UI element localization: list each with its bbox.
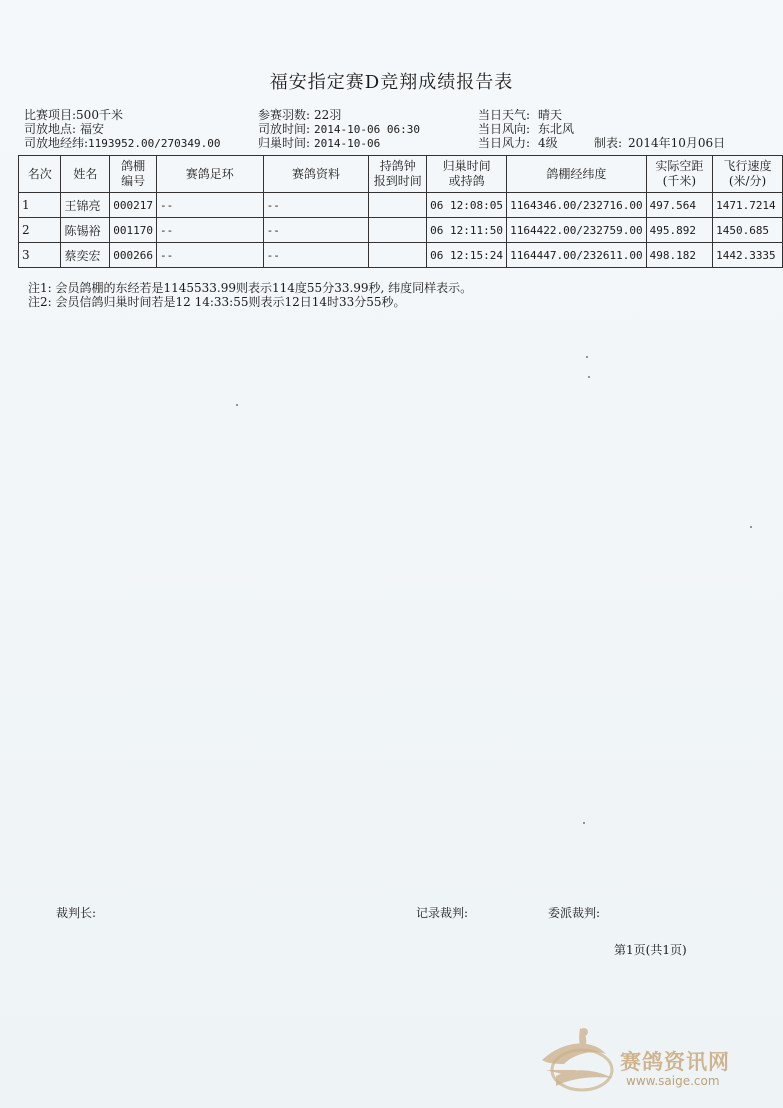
wind-direction (478, 122, 574, 136)
release-time (258, 122, 420, 137)
scan-speck (750, 526, 752, 528)
weather (478, 108, 562, 122)
entries (258, 108, 341, 122)
cell-loft-no: 000217 (110, 193, 157, 218)
header-ring: 赛鸽足环 (156, 156, 263, 193)
cell-rank: 2 (19, 218, 61, 243)
header-arrival: 归巢时间 或持鸽 (427, 156, 507, 193)
cell-coords: 1164422.00/232759.00 (507, 218, 646, 243)
race-item (24, 108, 123, 122)
header-rank: 名次 (19, 156, 61, 193)
cell-clock (369, 193, 427, 218)
scan-speck (583, 822, 585, 824)
header-name: 姓名 (61, 156, 110, 193)
cell-distance: 497.564 (646, 193, 712, 218)
cell-name: 王锦亮 (61, 193, 110, 218)
cell-coords: 1164346.00/232716.00 (507, 193, 646, 218)
made-date-value: 2014年10月06日 (628, 136, 726, 150)
wind-force (478, 136, 558, 150)
cell-arrival: 06 12:08:05 (427, 193, 507, 218)
cell-speed: 1471.7214 (713, 193, 783, 218)
cell-speed: 1442.3335 (713, 243, 783, 268)
table-row (19, 218, 783, 243)
header-speed: 飞行速度 (米/分) (713, 156, 783, 193)
cell-speed: 1450.685 (713, 218, 783, 243)
scan-speck (588, 376, 590, 378)
made-date-label: 制表: (594, 136, 623, 150)
results-table (18, 155, 783, 268)
wind-force-value: 4级 (538, 136, 558, 150)
cell-rank: 3 (19, 243, 61, 268)
scan-speck (586, 356, 588, 358)
scan-speck (236, 404, 238, 406)
release-coords-value: 1193952.00/270349.00 (88, 137, 221, 150)
return-time (258, 136, 380, 151)
entries-label: 参赛羽数: (258, 108, 311, 122)
wind-direction-value: 东北风 (538, 122, 575, 136)
cell-distance: 495.892 (646, 218, 712, 243)
cell-ring: -- (156, 218, 263, 243)
cell-arrival: 06 12:11:50 (427, 218, 507, 243)
weather-value: 晴天 (538, 108, 563, 122)
header-clock: 持鸽钟 报到时间 (369, 156, 427, 193)
chief-judge-label: 裁判长: (56, 906, 97, 920)
release-place-value: 福安 (80, 122, 105, 136)
table-row (19, 243, 783, 268)
release-coords-label: 司放地经纬: (24, 136, 89, 150)
release-time-value: 2014-10-06 06:30 (314, 123, 421, 136)
table-row (19, 193, 783, 218)
note-2: 注2: 会员信鸽归巢时间若是12 14:33:55则表示12日14时33分55秒。 (28, 295, 406, 309)
cell-coords: 1164447.00/232611.00 (507, 243, 646, 268)
weather-label: 当日天气: (478, 108, 531, 122)
release-time-label: 司放时间: (258, 122, 311, 136)
cell-ring: -- (156, 193, 263, 218)
page-number: 第1页(共1页) (614, 943, 687, 957)
cell-distance: 498.182 (646, 243, 712, 268)
release-coords (24, 136, 221, 151)
cell-loft-no: 000266 (110, 243, 157, 268)
watermark-text: 赛鸽资讯网 (620, 1050, 730, 1074)
header-coords: 鸽棚经纬度 (507, 156, 646, 193)
return-time-label: 归巢时间: (258, 136, 311, 150)
cell-pigeon-info: -- (263, 243, 369, 268)
cell-arrival: 06 12:15:24 (427, 243, 507, 268)
header-pigeon-info: 赛鸽资料 (263, 156, 369, 193)
appointed-judge-label: 委派裁判: (548, 906, 601, 920)
cell-clock (369, 243, 427, 268)
cell-ring: -- (156, 243, 263, 268)
cell-rank: 1 (19, 193, 61, 218)
return-time-value: 2014-10-06 (314, 137, 381, 150)
cell-name: 陈锡裕 (61, 218, 110, 243)
notes (28, 281, 472, 309)
release-place (24, 122, 104, 136)
watermark-url: www.saige.com (626, 1074, 720, 1088)
race-item-value: 500千米 (76, 108, 123, 122)
release-place-label: 司放地点: (24, 122, 77, 136)
wind-force-label: 当日风力: (478, 136, 531, 150)
wind-direction-label: 当日风向: (478, 122, 531, 136)
table-header-row (19, 156, 783, 193)
cell-pigeon-info: -- (263, 218, 369, 243)
race-item-label: 比赛项目: (24, 108, 77, 122)
cell-pigeon-info: -- (263, 193, 369, 218)
made-date (594, 136, 725, 150)
note-1: 注1: 会员鸽棚的东经若是1145533.99则表示114度55分33.99秒, 纬度同样表示。 (28, 281, 473, 295)
cell-loft-no: 001170 (110, 218, 157, 243)
cell-clock (369, 218, 427, 243)
record-judge-label: 记录裁判: (416, 906, 469, 920)
cell-name: 蔡奕宏 (61, 243, 110, 268)
header-loft-no: 鸽棚 编号 (110, 156, 157, 193)
header-distance: 实际空距 (千米) (646, 156, 712, 193)
entries-value: 22羽 (314, 108, 342, 122)
report-title: 福安指定赛D竞翔成绩报告表 (269, 72, 514, 93)
